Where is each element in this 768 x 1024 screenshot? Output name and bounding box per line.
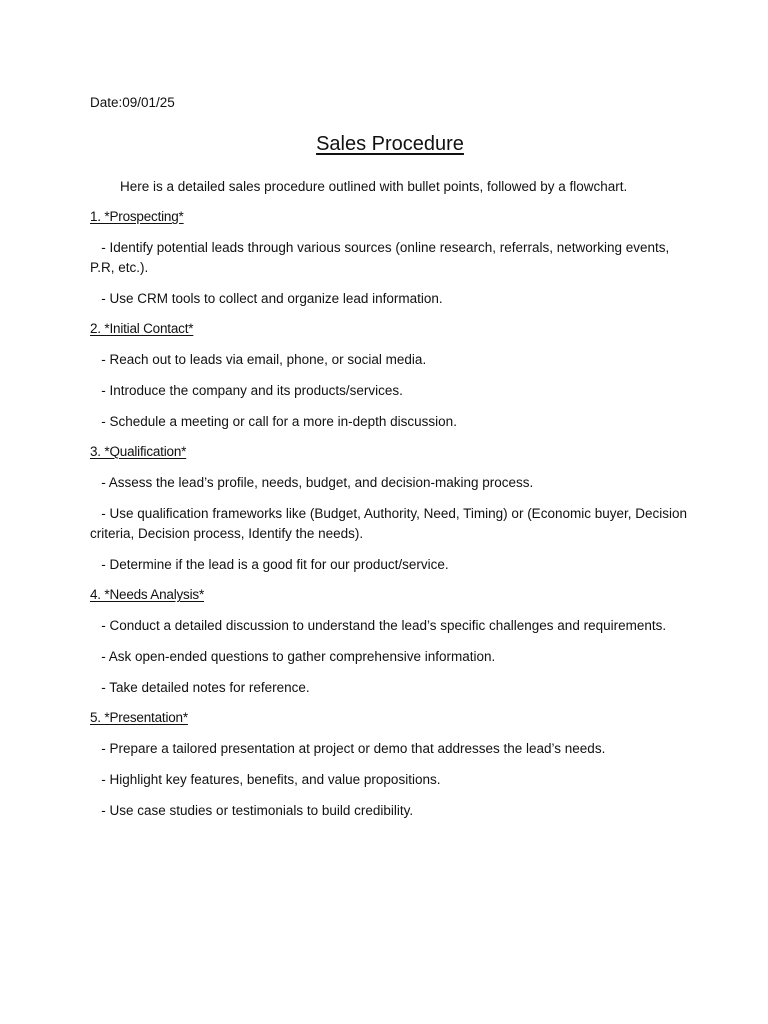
document-date: Date:09/01/25 xyxy=(90,95,175,110)
section-heading-text: 2. *Initial Contact* xyxy=(90,321,194,336)
document-body xyxy=(90,93,690,821)
section-heading xyxy=(90,708,690,728)
section-heading-text: 5. *Presentation* xyxy=(90,710,188,725)
section-prospecting xyxy=(90,207,690,309)
intro-paragraph: Here is a detailed sales procedure outlined with bullet points, followed by a flowchart. xyxy=(120,179,628,194)
bullet-item: - Use case studies or testimonials to build credibility. xyxy=(90,803,414,818)
bullet-item: - Use CRM tools to collect and organize lead information. xyxy=(90,291,443,306)
section-heading-text: 1. *Prospecting* xyxy=(90,209,184,224)
section-heading xyxy=(90,207,690,227)
section-qualification xyxy=(90,442,690,575)
bullet-item: - Identify potential leads through various sources (online research, referrals, networking events, P.R, etc.). xyxy=(90,240,674,275)
bullet-item: - Schedule a meeting or call for a more in-depth discussion. xyxy=(90,414,457,429)
section-initial-contact xyxy=(90,319,690,432)
bullet-item: - Assess the lead’s profile, needs, budget, and decision-making process. xyxy=(90,475,534,490)
section-heading xyxy=(90,319,690,339)
bullet-item: - Ask open-ended questions to gather comprehensive information. xyxy=(90,649,496,664)
bullet-item: - Highlight key features, benefits, and value propositions. xyxy=(90,772,441,787)
bullet-item: - Prepare a tailored presentation at project or demo that addresses the lead’s needs. xyxy=(90,741,606,756)
bullet-item: - Reach out to leads via email, phone, or social media. xyxy=(90,352,427,367)
bullet-item: - Determine if the lead is a good fit for our product/service. xyxy=(90,557,449,572)
section-heading-text: 4. *Needs Analysis* xyxy=(90,587,205,602)
section-presentation xyxy=(90,708,690,821)
bullet-item: - Use qualification frameworks like (Budget, Authority, Need, Timing) or (Economic buyer, Decision criteria, Decision process, Identify the needs). xyxy=(90,506,691,541)
document-title: Sales Procedure xyxy=(316,133,464,155)
bullet-item: - Introduce the company and its products/services. xyxy=(90,383,403,398)
bullet-item: - Conduct a detailed discussion to understand the lead’s specific challenges and requirements. xyxy=(90,618,667,633)
section-heading-text: 3. *Qualification* xyxy=(90,444,187,459)
section-heading xyxy=(90,442,690,462)
bullet-item: - Take detailed notes for reference. xyxy=(90,680,310,695)
section-needs-analysis xyxy=(90,585,690,698)
section-heading xyxy=(90,585,690,605)
